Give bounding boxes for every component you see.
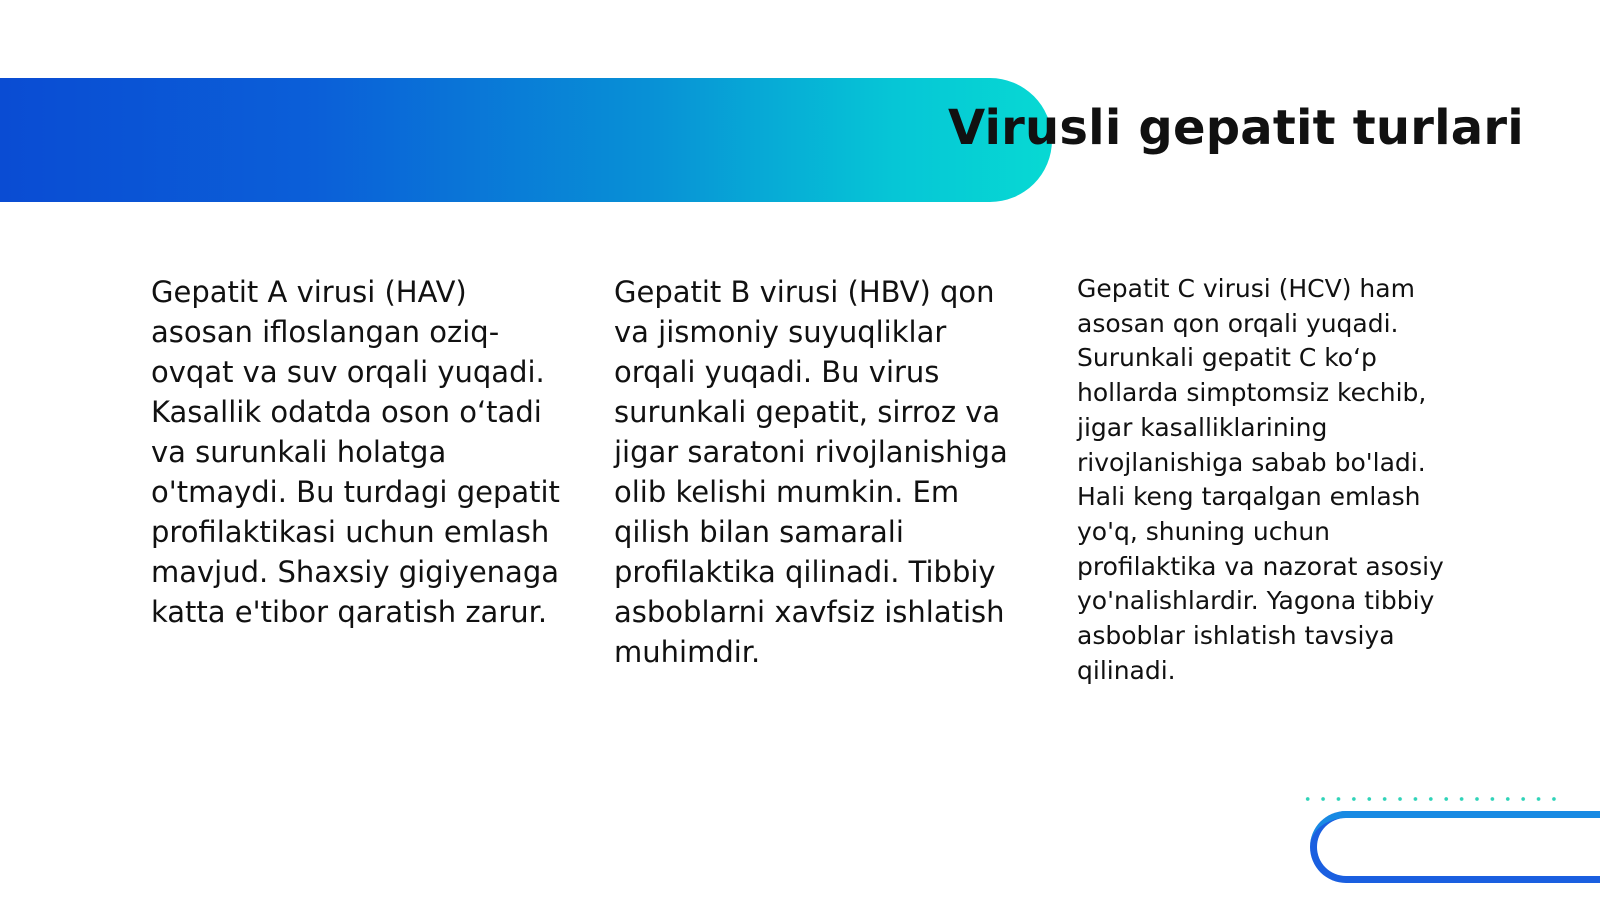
column-hepatitis-c: Gepatit C virusi (HCV) ham asosan qon orqali yuqadi. Surunkali gepatit C ko‘p hollarda simptomsiz kechib, jigar kasalliklarining rivojlanishiga sabab bo'ladi. Hali keng tarqalgan emlash yo'q, shuning uchun profilaktika va nazorat asosiy yo'nalishlardir. Yagona tibbiy asboblar ishlatish tavsiya qilinadi. — [1077, 274, 1444, 685]
title-banner — [0, 78, 1052, 202]
slide-title: Virusli gepatit turlari — [948, 100, 1524, 156]
column-hepatitis-a: Gepatit A virusi (HAV) asosan ifloslangan oziq-ovqat va suv orqali yuqadi. Kasallik odatda oson o‘tadi va surunkali holatga o'tmaydi. Bu turdagi gepatit profilaktikasi uchun emlash mavjud. Shaxsiy gigiyenaga katta e'tibor qaratish zarur. — [151, 275, 560, 629]
decorative-loop-highlight — [1310, 811, 1600, 883]
decorative-dot-row — [1300, 796, 1562, 802]
column-hepatitis-b: Gepatit B virusi (HBV) qon va jismoniy suyuqliklar orqali yuqadi. Bu virus surunkali gepatit, sirroz va jigar saratoni rivojlanishiga olib kelishi mumkin. Em qilish bilan samarali profilaktika qilinadi. Tibbiy asboblarni xavfsiz ishlatish muhimdir. — [614, 275, 1008, 669]
